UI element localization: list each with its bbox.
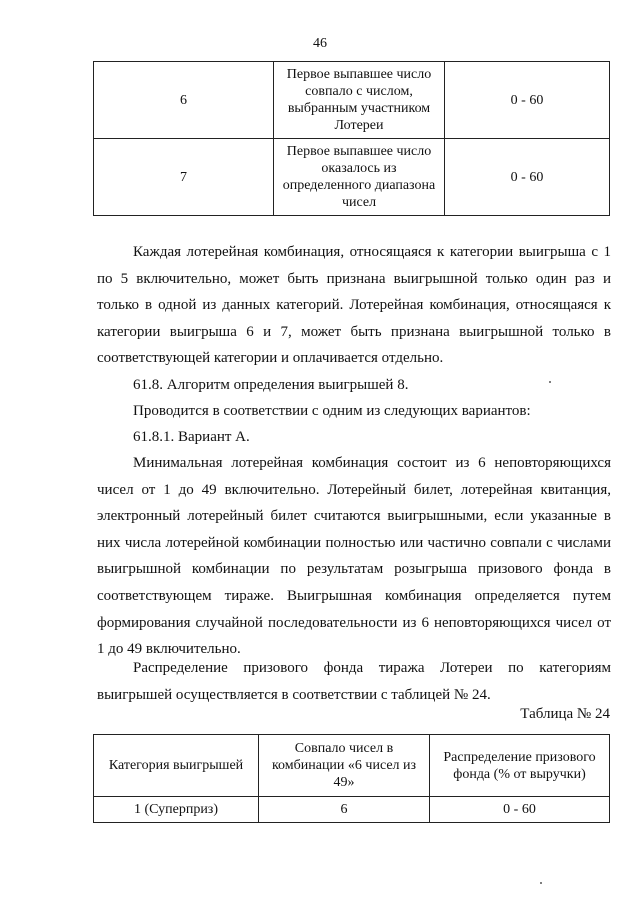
paragraph-prize-distribution: Распределение призового фонда тиража Лотереи по категориям выигрышей осуществляется в соответствии с таблицей № 24. — [97, 660, 611, 703]
share-cell: 0 - 60 — [445, 139, 610, 216]
condition-cell: Первое выпавшее число оказалось из определенного диапазона чисел — [274, 139, 445, 216]
paragraph-variant-a-description: Минимальная лотерейная комбинация состоит из 6 неповторяющихся чисел от 1 до 49 включительно. Лотерейный билет, лотерейная квитанция, электронный лотерейный билет считаются выигрышными, если указанные в них числа лотерейной комбинации полностью или частично совпали с числами выигрышной комбинации по результатам розыгрыша призового фонда в соответствующем тираже. Выигрышная комбинация определяется путем формирования случайной последовательности из 6 неповторяющихся чисел от 1 до 49 включительно. — [97, 455, 611, 658]
subsection-heading-variant-a: 61.8.1. Вариант А. — [133, 429, 250, 445]
category-cell: 6 — [94, 62, 274, 139]
category-cell: 7 — [94, 139, 274, 216]
table-header-row — [94, 735, 610, 797]
prize-category-table-continued — [93, 61, 610, 216]
table-caption: Таблица № 24 — [520, 706, 610, 722]
share-cell: 0 - 60 — [430, 797, 610, 823]
column-header-matched: Совпало чисел в комбинации «6 чисел из 49» — [259, 735, 430, 797]
section-heading-algorithm: 61.8. Алгоритм определения выигрышей 8. — [133, 377, 409, 393]
column-header-share: Распределение призового фонда (% от выручки) — [430, 735, 610, 797]
column-header-category: Категория выигрышей — [94, 735, 259, 797]
paragraph-category-rules: Каждая лотерейная комбинация, относящаяся к категории выигрыша с 1 по 5 включительно, может быть признана выигрышной только один раз и только в одной из данных категорий. Лотерейная комбинация, относящаяся к категории выигрыша 6 и 7, может быть признана выигрышной только в соответствующей категории и оплачивается отдельно. — [97, 244, 611, 367]
page-number: 46 — [313, 36, 327, 51]
matched-cell: 6 — [259, 797, 430, 823]
paragraph-variants-intro: Проводится в соответствии с одним из следующих вариантов: — [133, 403, 531, 419]
condition-cell: Первое выпавшее число совпало с числом, выбранным участником Лотереи — [274, 62, 445, 139]
table-row — [94, 139, 610, 216]
prize-distribution-table — [93, 734, 610, 823]
scan-speck — [549, 381, 551, 383]
scan-speck — [540, 882, 542, 884]
share-cell: 0 - 60 — [445, 62, 610, 139]
table-row — [94, 62, 610, 139]
category-cell: 1 (Суперприз) — [94, 797, 259, 823]
table-row — [94, 797, 610, 823]
